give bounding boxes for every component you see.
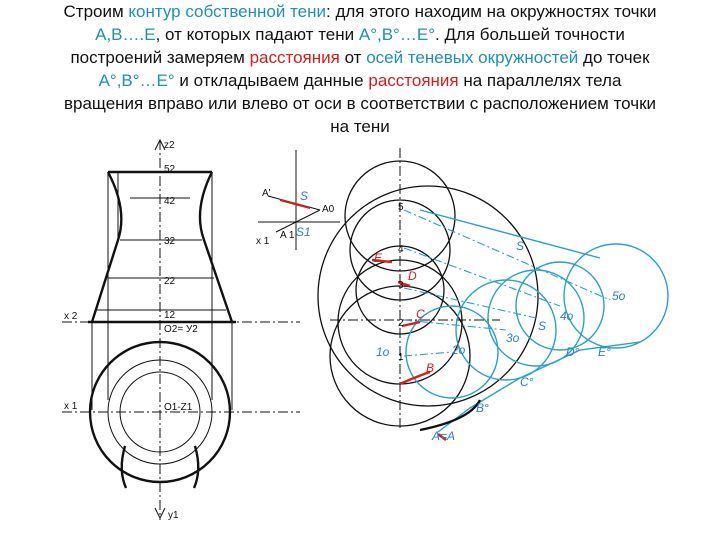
label-2: 2 [398,318,404,329]
caption-highlight: расстояния [249,48,340,67]
label-e: E [374,251,383,265]
label-s-line: S [516,239,525,253]
right-contour [200,172,232,322]
label-4o: 4o [560,309,574,323]
caption-text: : для этого находим на окружностях точки [326,2,657,21]
caption-highlight: А,В….Е [95,25,156,44]
label-3o: 3o [506,331,520,345]
label-1-2: 12 [164,310,176,321]
label-3: 3 [398,280,404,291]
label-z2: z2 [164,140,175,151]
label-d0: D° [566,345,580,359]
label-5-2: 52 [164,164,176,175]
label-5o: 5o [612,289,626,303]
label-x1-sketch: x 1 [256,236,270,247]
caption-highlight: А°,В°…Е° [358,25,435,44]
light-direction-sketch [256,150,340,250]
label-c0: C° [520,375,534,389]
caption-line-6: на тени [330,117,390,136]
label-1: 1 [398,352,404,363]
caption-text: до точек [578,48,650,67]
label-s-mid: S [538,319,547,333]
label-a-prime: A' [262,188,271,199]
caption-text: на параллелях тела [458,71,622,90]
shadow-arc [194,446,198,488]
label-c: C [416,307,425,321]
left-contour [92,172,121,322]
label-y1: y1 [168,510,179,521]
caption-highlight: А°,В°…Е° [98,71,175,90]
label-4: 4 [398,244,404,255]
label-3-2: 32 [164,236,176,247]
caption-text: построений замеряем [70,48,250,67]
label-b0: B° [476,401,489,415]
caption-line-5: вращения вправо или влево от оси в соответствии с расположением точки [63,94,657,113]
caption-text: Строим [63,2,129,21]
label-s-sketch: S [300,189,309,203]
caption-text: от [339,48,367,67]
caption-highlight: осей теневых окружностей [366,48,579,67]
caption-highlight: расстояния [368,71,459,90]
label-2o: 2o [452,343,466,357]
label-5: 5 [398,202,404,213]
label-1o: 1o [376,345,390,359]
caption-text: , от которых падают тени [155,25,359,44]
label-a1: A 1 [280,230,295,241]
label-x1: x 1 [64,401,78,412]
ray [404,352,452,356]
caption-highlight: контур собственной тени [128,2,327,21]
label-o1: O1-Z1 [164,402,193,413]
label-d: D [408,269,417,283]
label-s1-sketch: S1 [296,225,311,239]
caption-text: . Для большей точности [435,25,625,44]
red-mark-c [402,322,420,326]
shadow-arc [122,446,126,488]
label-2-2: 22 [164,276,176,287]
label-a0: A=A [432,429,456,443]
caption-text: и откладываем данные [174,71,369,90]
label-o2: O2= У2 [164,324,198,335]
label-4-2: 42 [164,196,176,207]
label-e0: E° [598,345,611,359]
label-a0: A0 [322,204,335,215]
shadow-construction [318,148,668,443]
label-b: B [426,361,435,375]
label-x2: x 2 [64,311,78,322]
